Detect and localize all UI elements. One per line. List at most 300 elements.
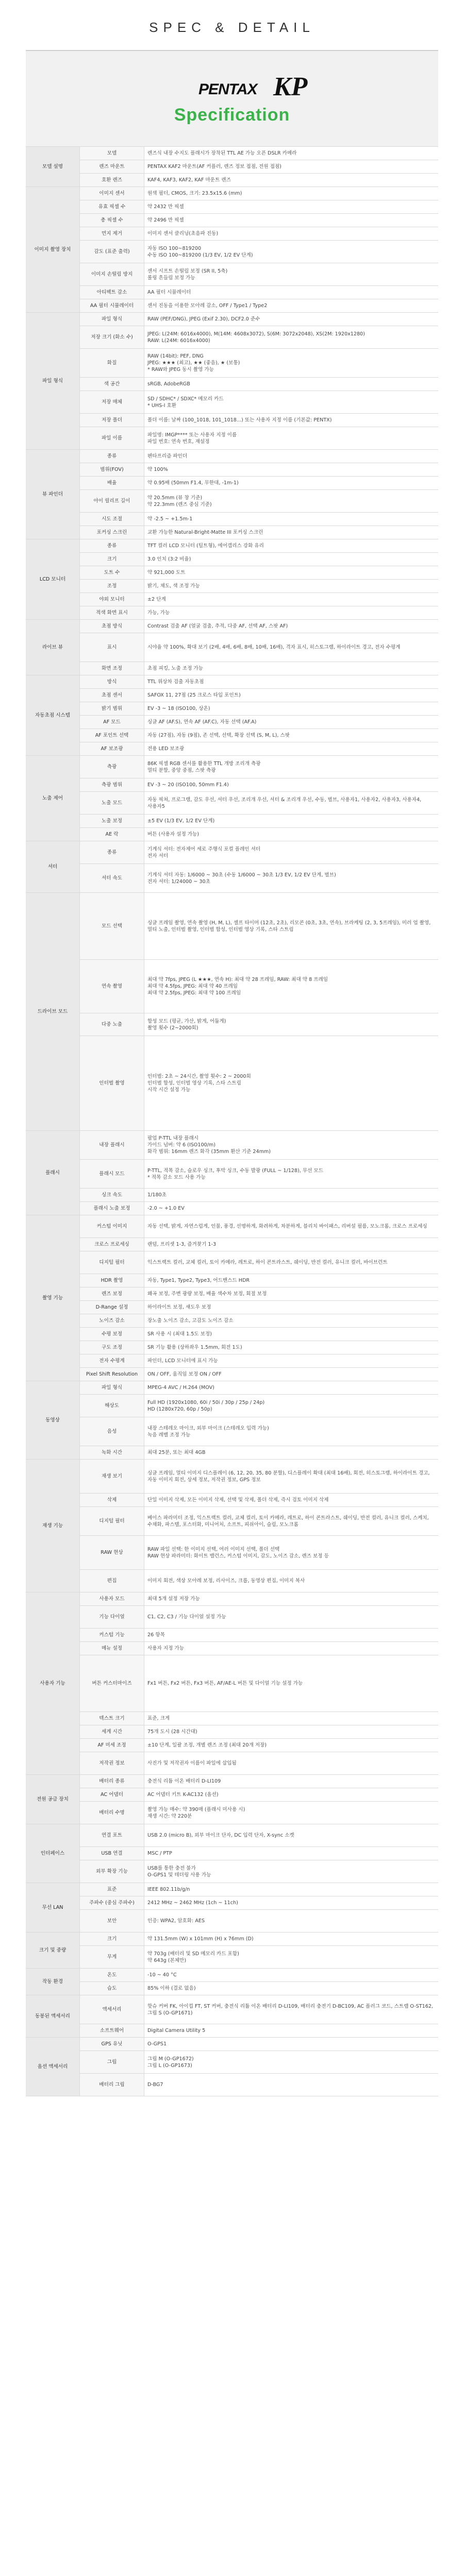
spec-value: 싱글 프레임, 멀티 이미지 디스플레이 (6, 12, 20, 35, 80 분할), 디스플레이 확대 (최대 16배), 회전, 히스토그램, 하이라이트 경고, 자동 이미지 회전, 상세 정보, 저작권 정보, GPS 정보 [144, 1460, 439, 1494]
spec-value: 랜덤, 프리셋 1-3, 즐겨찾기 1-3 [144, 1238, 439, 1251]
spec-value: -10 ~ 40 °C [144, 1969, 439, 1982]
spec-label: D-Range 설정 [80, 1301, 144, 1314]
spec-label: 렌즈 보정 [80, 1287, 144, 1301]
spec-row [26, 553, 438, 566]
spec-row [26, 792, 438, 815]
spec-label: 구도 조정 [80, 1341, 144, 1354]
spec-row [26, 526, 438, 539]
spec-row [26, 841, 438, 864]
spec-label: 포커싱 스크린 [80, 526, 144, 539]
spec-label: 외부 확장 기능 [80, 1860, 144, 1883]
spec-row [26, 1202, 438, 1215]
spec-value: 약 2432 만 픽셀 [144, 200, 439, 214]
spec-value: 85% 이하 (결로 없음) [144, 1982, 439, 1995]
spec-value: 충전식 리튬 이온 배터리 D-LI109 [144, 1775, 439, 1788]
spec-row [26, 463, 438, 477]
spec-value: 단일 이미지 삭제, 모든 이미지 삭제, 선택 및 삭제, 폴더 삭제, 즉시 검토 이미지 삭제 [144, 1494, 439, 1507]
spec-value: ±2 단계 [144, 593, 439, 606]
spec-label: 아티팩트 감소 [80, 286, 144, 299]
spec-label: 사용자 모드 [80, 1592, 144, 1606]
spec-label: 크로스 프로세싱 [80, 1238, 144, 1251]
spec-row [26, 1238, 438, 1251]
spec-row [26, 1642, 438, 1655]
spec-value: 최대 5개 설정 저장 가능 [144, 1592, 439, 1606]
spec-row [26, 263, 438, 286]
section-label: 노출 제어 [26, 756, 80, 841]
spec-row [26, 2051, 438, 2074]
spec-row [26, 1739, 438, 1752]
spec-value: AA 필터 시뮬레이터 [144, 286, 439, 299]
spec-value: 사진가 및 저작권자 이름이 파일에 삽입됨 [144, 1752, 439, 1775]
spec-row [26, 200, 438, 214]
spec-value: Digital Camera Utility 5 [144, 2024, 439, 2038]
spec-table [26, 146, 438, 2096]
spec-value: 팝업 P-TTL 내장 플래시 가이드 넘버: 약 6 (ISO100/m) 화각 범위: 16mm 렌즈 화각 (35mm 환산 기준 24mm) [144, 1131, 439, 1160]
spec-row [26, 1788, 438, 1802]
spec-value: RAW 파일 선택: 한 이미지 선택, 여러 이미지 선택, 폴더 선택 RAW 현상 파라미터: 화이트 밸런스, 커스텀 이미지, 감도, 노이즈 감소, 렌즈 보정 등 [144, 1536, 439, 1570]
spec-value: 센서 진동을 이용한 모아레 감소, OFF / Type1 / Type2 [144, 299, 439, 313]
spec-label: 적색 화면 표시 [80, 606, 144, 620]
spec-row [26, 1395, 438, 1417]
specification-heading: Specification [174, 105, 290, 125]
spec-row [26, 716, 438, 729]
spec-row [26, 1446, 438, 1460]
spec-row [26, 1494, 438, 1507]
spec-label: 플래시 노출 보정 [80, 1202, 144, 1215]
kp-logo: KP [273, 72, 308, 101]
spec-label: 모드 선택 [80, 893, 144, 960]
spec-row [26, 1381, 438, 1395]
spec-value: P-TTL, 적목 감소, 슬로우 싱크, 후막 싱크, 수동 발광 (FULL ~ 1/128), 무선 모드 * 적목 감소 모드 사용 가능 [144, 1160, 439, 1189]
spec-label: 저작권 정보 [80, 1752, 144, 1775]
spec-row [26, 1802, 438, 1824]
spec-value: EV -3 ~ 18 (ISO100, 상온) [144, 702, 439, 716]
spec-label: USB 연결 [80, 1847, 144, 1860]
page-title: SPEC & DETAIL [149, 20, 315, 35]
section-label: 동영상 [26, 1381, 80, 1460]
spec-value: TTL 위상차 검출 자동초점 [144, 675, 439, 689]
spec-label: 야외 모니터 [80, 593, 144, 606]
spec-value: 베이스 파라미터 조정, 익스트랙트 컬러, 교체 컬러, 토이 카메라, 레트로, 하이 콘트라스트, 쉐이딩, 반전 컬러, 유니크 컬러, 스케치, 수채화, 파스텔, 포스터화, 미니어처, 소프트, 피쉬아이, 슬림, 모노크롬 [144, 1507, 439, 1536]
spec-label: 호환 렌즈 [80, 174, 144, 187]
spec-label: 기능 다이얼 [80, 1606, 144, 1629]
spec-row [26, 414, 438, 427]
spec-row [26, 450, 438, 463]
spec-row [26, 815, 438, 828]
spec-label: 재생 보기 [80, 1460, 144, 1494]
spec-row [26, 1933, 438, 1946]
section-label: 이미지 촬영 장치 [26, 187, 80, 313]
spec-value: JPEG: L(24M: 6016x4000), M(14M: 4608x3072), S(6M: 3072x2048), XS(2M: 1920x1280) RAW: L(24M: 6016x4000) [144, 326, 439, 349]
spec-label: 종류 [80, 841, 144, 864]
brand-banner [26, 51, 438, 146]
spec-value: SD / SDHC* / SDXC* 메모리 카드 * UHS-I 호환 [144, 391, 439, 414]
spec-value: sRGB, AdobeRGB [144, 378, 439, 391]
spec-label: 커스텀 이미지 [80, 1215, 144, 1238]
spec-row [26, 606, 438, 620]
spec-value: D-BG7 [144, 2074, 439, 2096]
spec-label: 노출 모드 [80, 792, 144, 815]
spec-row [26, 241, 438, 263]
spec-label: 저장 크기 (화소 수) [80, 326, 144, 349]
spec-value: 싱글 프레임 촬영, 연속 촬영 (H, M, L), 셀프 타이머 (12초, 2초), 리모콘 (0초, 3초, 연속), 브라케팅 (2, 3, 5프레임), 미러 업 촬영, 멀티 노출, 인터벌 촬영, 인터벌 합성, 인터벌 영상 기록, 스타 스트림 [144, 893, 439, 960]
spec-value: 사용자 지정 가능 [144, 1642, 439, 1655]
spec-value: SAFOX 11, 27점 (25 크로스 타입 포인트) [144, 689, 439, 702]
spec-label: 파일 형식 [80, 1381, 144, 1395]
spec-label: 종류 [80, 539, 144, 553]
spec-label: AE 락 [80, 828, 144, 841]
spec-value: EV -3 ~ 20 (ISO100, 50mm F1.4) [144, 778, 439, 792]
spec-label: 이미지 센서 [80, 187, 144, 200]
spec-label: 조정 [80, 580, 144, 593]
spec-row [26, 1883, 438, 1896]
spec-label: 소프트웨어 [80, 2024, 144, 2038]
spec-label: 화면 조정 [80, 662, 144, 675]
spec-value: 가능, 가능 [144, 606, 439, 620]
spec-label: 방식 [80, 675, 144, 689]
spec-row [26, 160, 438, 174]
spec-label: 편집 [80, 1570, 144, 1592]
spec-label: 초점 센서 [80, 689, 144, 702]
spec-value: 인터벌: 2초 ~ 24시간, 촬영 횟수: 2 ~ 2000회 인터벌 합성, 인터벌 영상 기록, 스타 스트림 시작 시간 설정 가능 [144, 1036, 439, 1131]
section-label: 모델 설명 [26, 147, 80, 187]
spec-label: 이미지 손떨림 방지 [80, 263, 144, 286]
pentax-logo: PENTAX [198, 81, 257, 98]
spec-value: MPEG-4 AVC / H.264 (MOV) [144, 1381, 439, 1395]
spec-row [26, 378, 438, 391]
spec-label: 종류 [80, 450, 144, 463]
spec-value: 기계식 셔터 자동: 1/6000 ~ 30초 (수동 1/6000 ~ 30초 1/3 EV, 1/2 EV 단계, 벌브) 전자 셔터: 1/24000 ~ 30초 [144, 864, 439, 893]
spec-label: 셔터 속도 [80, 864, 144, 893]
spec-label: 삭제 [80, 1494, 144, 1507]
spec-label: 파일 형식 [80, 313, 144, 326]
section-label: 뷰 파인더 [26, 450, 80, 539]
spec-label: 전자 수평계 [80, 1354, 144, 1368]
spec-label: 커스텀 기능 [80, 1629, 144, 1642]
spec-value: 약 2496 만 픽셀 [144, 214, 439, 227]
spec-label: 배터리 그립 [80, 2074, 144, 2096]
spec-row [26, 1341, 438, 1354]
spec-value: 자동, Type1, Type2, Type3, 어드밴스드 HDR [144, 1274, 439, 1287]
spec-row [26, 1189, 438, 1202]
spec-value: 75개 도시 (28 시간대) [144, 1725, 439, 1739]
spec-row [26, 1160, 438, 1189]
spec-label: 싱크 속도 [80, 1189, 144, 1202]
spec-row [26, 1752, 438, 1775]
spec-label: 크기 [80, 553, 144, 566]
spec-value: AC 어댑터 키트 K-AC132 (옵션) [144, 1788, 439, 1802]
spec-label: HDR 촬영 [80, 1274, 144, 1287]
spec-row [26, 1712, 438, 1725]
spec-value: 표준, 크게 [144, 1712, 439, 1725]
spec-label: 측광 범위 [80, 778, 144, 792]
section-label: 옵션 액세서리 [26, 2038, 80, 2096]
spec-row [26, 1417, 438, 1446]
spec-value: 내장 스테레오 마이크, 외부 마이크 (스테레오 입력 가능) 녹음 레벨 조정 가능 [144, 1417, 439, 1446]
spec-row [26, 1354, 438, 1368]
spec-value: 렌즈식 내장 수지도 플래시가 장착된 TTL AE 가능 오픈 DSLR 카메라 [144, 147, 439, 160]
spec-row [26, 702, 438, 716]
spec-label: 노출 보정 [80, 815, 144, 828]
spec-row [26, 391, 438, 414]
section-label: 전원 공급 장치 [26, 1775, 80, 1824]
spec-label: 수평 보정 [80, 1328, 144, 1341]
spec-label: 측광 [80, 756, 144, 778]
spec-label: 인터벌 촬영 [80, 1036, 144, 1131]
spec-row [26, 662, 438, 675]
spec-value: 합성 모드 (평균, 가산, 밝게, 어둡게) 촬영 횟수 (2~2000회) [144, 1013, 439, 1036]
spec-value: 최대 25분, 또는 최대 4GB [144, 1446, 439, 1460]
spec-value: 자동 선택, 밝게, 자연스럽게, 인물, 풍경, 선명하게, 화려하게, 차분하게, 블리치 바이패스, 리버설 필름, 모노크롬, 크로스 프로세싱 [144, 1215, 439, 1238]
section-label: 셔터 [26, 841, 80, 893]
spec-row [26, 349, 438, 378]
spec-row [26, 1982, 438, 1995]
spec-label: 크기 [80, 1933, 144, 1946]
spec-value: 원색 필터, CMOS, 크기: 23.5x15.6 (mm) [144, 187, 439, 200]
spec-value: 약 20.5mm (뷰 창 기준) 약 22.3mm (렌즈 중심 기준) [144, 490, 439, 513]
spec-row [26, 286, 438, 299]
spec-value: 시야율 약 100%, 확대 보기 (2배, 4배, 6배, 8배, 10배, 16배), 격자 표시, 히스토그램, 하이라이트 경고, 전자 수평계 [144, 633, 439, 662]
spec-row [26, 1995, 438, 2024]
spec-row [26, 1969, 438, 1982]
spec-label: AF 포인트 선택 [80, 729, 144, 742]
spec-row [26, 742, 438, 756]
spec-value: ±5 EV (1/3 EV, 1/2 EV 단계) [144, 815, 439, 828]
spec-value: RAW (PEF/DNG), JPEG (Exif 2.30), DCF2.0 준수 [144, 313, 439, 326]
spec-row [26, 729, 438, 742]
spec-label: GPS 유닛 [80, 2038, 144, 2051]
spec-label: 디지털 필터 [80, 1507, 144, 1536]
spec-label: 무게 [80, 1946, 144, 1969]
spec-label: 음성 [80, 1417, 144, 1446]
spec-value: 장노출 노이즈 감소, 고감도 노이즈 감소 [144, 1314, 439, 1328]
spec-row [26, 2024, 438, 2038]
spec-label: Pixel Shift Resolution [80, 1368, 144, 1381]
spec-label: AA 필터 시뮬레이터 [80, 299, 144, 313]
spec-value: ON / OFF, 움직임 보정 ON / OFF [144, 1368, 439, 1381]
spec-label: 녹화 시간 [80, 1446, 144, 1460]
section-label: LCD 모니터 [26, 539, 80, 620]
spec-value: 폴더 이름: 날짜 (100_1018, 101_1018...) 또는 사용자 지정 이름 (기본값: PENTX) [144, 414, 439, 427]
spec-label: 디지털 필터 [80, 1251, 144, 1274]
spec-row [26, 675, 438, 689]
section-label: 플래시 [26, 1131, 80, 1215]
spec-value: 초점 피킹, 노출 조정 가능 [144, 662, 439, 675]
spec-label: 노이즈 감소 [80, 1314, 144, 1328]
spec-row [26, 580, 438, 593]
spec-row [26, 313, 438, 326]
section-label: 드라이브 모드 [26, 893, 80, 1131]
spec-label: 플래시 모드 [80, 1160, 144, 1189]
spec-label: 먼지 제거 [80, 227, 144, 241]
spec-label: 밝기 범위 [80, 702, 144, 716]
spec-row [26, 960, 438, 1013]
spec-row [26, 1287, 438, 1301]
spec-row [26, 1131, 438, 1160]
spec-row [26, 299, 438, 313]
spec-row [26, 1368, 438, 1381]
spec-row [26, 1251, 438, 1274]
spec-row [26, 1507, 438, 1536]
spec-value: 교환 가능한 Natural-Bright-Matte III 포커싱 스크린 [144, 526, 439, 539]
spec-row [26, 174, 438, 187]
spec-row [26, 490, 438, 513]
section-label: 무선 LAN [26, 1883, 80, 1933]
spec-value: PENTAX KAF2 마운트(AF 커플러, 렌즈 정보 접점, 전원 접점) [144, 160, 439, 174]
spec-value: 약 921,000 도트 [144, 566, 439, 580]
spec-label: RAW 현상 [80, 1536, 144, 1570]
spec-label: 유효 픽셀 수 [80, 200, 144, 214]
spec-value: SR 기능 활용 (상하좌우 1.5mm, 회전 1도) [144, 1341, 439, 1354]
spec-label: 연결 포트 [80, 1824, 144, 1847]
spec-value: 자동 (27점), 자동 (9점), 존 선택, 선택, 확장 선택 (S, M, L), 스팟 [144, 729, 439, 742]
spec-value: 1/180초 [144, 1189, 439, 1202]
spec-value: 약 703g (배터리 및 SD 메모리 카드 포함) 약 643g (본체만) [144, 1946, 439, 1969]
spec-label: 표시 [80, 633, 144, 662]
spec-label: AF 모드 [80, 716, 144, 729]
spec-value: 그립 M (O-GP1672) 그립 L (O-GP1673) [144, 2051, 439, 2074]
spec-row [26, 620, 438, 633]
spec-row [26, 513, 438, 526]
spec-row [26, 756, 438, 778]
spec-row [26, 1570, 438, 1592]
spec-value: 약 -2.5 ~ +1.5m-1 [144, 513, 439, 526]
spec-value: KAF4, KAF3, KAF2, KAF 마운트 렌즈 [144, 174, 439, 187]
spec-row [26, 1274, 438, 1287]
spec-value: 자동 ISO 100~819200 수동 ISO 100~819200 (1/3 EV, 1/2 EV 단계) [144, 241, 439, 263]
section-label: 라이브 뷰 [26, 620, 80, 675]
spec-value: ±10 단계, 일괄 조정, 개별 렌즈 조정 (최대 20개 저장) [144, 1739, 439, 1752]
spec-label: 모델 [80, 147, 144, 160]
spec-row [26, 1655, 438, 1712]
spec-value: 자동 픽쳐, 프로그램, 감도 우선, 셔터 우선, 조리개 우선, 셔터 & 조리개 우선, 수동, 벌브, 사용자1, 사용자2, 사용자3, 사용자4, 사용자5 [144, 792, 439, 815]
spec-row [26, 1606, 438, 1629]
spec-row [26, 477, 438, 490]
section-label: 자동초점 시스템 [26, 675, 80, 756]
section-label: 작동 환경 [26, 1969, 80, 1995]
spec-row [26, 1896, 438, 1910]
spec-label: AF 미세 조정 [80, 1739, 144, 1752]
spec-value: -2.0 ~ +1.0 EV [144, 1202, 439, 1215]
spec-value: 익스트랙트 컬러, 교체 컬러, 토이 카메라, 레트로, 하이 콘트라스트, 쉐이딩, 반전 컬러, 유니크 컬러, 바이브런트 [144, 1251, 439, 1274]
spec-row [26, 539, 438, 553]
spec-label: 배터리 수명 [80, 1802, 144, 1824]
spec-label: 액세서리 [80, 1995, 144, 2024]
spec-value: MSC / PTP [144, 1847, 439, 1860]
section-label: 사용자 기능 [26, 1592, 80, 1775]
spec-value: 26 항목 [144, 1629, 439, 1642]
spec-label: 배터리 종류 [80, 1775, 144, 1788]
spec-value: 펜타프리즘 파인더 [144, 450, 439, 463]
spec-value: SR 사용 시 (최대 1.5도 보정) [144, 1328, 439, 1341]
spec-row [26, 566, 438, 580]
spec-row [26, 1460, 438, 1494]
spec-value: 이미지 센서 클리닝(초음파 진동) [144, 227, 439, 241]
spec-label: 그립 [80, 2051, 144, 2074]
spec-value: 핫슈 커버 FK, 아이컵 FT, ST 커버, 충전식 리튬 이온 배터리 D-LI109, 배터리 충전기 D-BC109, AC 플러그 코드, 스트랩 O-ST162, 그립 S (O-GP1671) [144, 1995, 439, 2024]
spec-row [26, 864, 438, 893]
spec-value: RAW (14bit): PEF, DNG JPEG: ★★★ (최고), ★★ (좋음), ★ (보통) * RAW와 JPEG 동시 촬영 가능 [144, 349, 439, 378]
spec-row [26, 1824, 438, 1847]
spec-value: 최대 약 7fps, JPEG (L ★★★, 연속 H): 최대 약 28 프레임, RAW: 최대 약 8 프레임 최대 약 4.5fps, JPEG: 최대 약 40 프레임 최대 약 2.5fps, JPEG: 최대 약 100 프레임 [144, 960, 439, 1013]
spec-row [26, 427, 438, 450]
spec-label: 범위(FOV) [80, 463, 144, 477]
spec-row [26, 593, 438, 606]
spec-label: 텍스트 크기 [80, 1712, 144, 1725]
spec-label: 시도 조절 [80, 513, 144, 526]
spec-row [26, 1946, 438, 1969]
section-label: 재생 기능 [26, 1460, 80, 1592]
spec-label: 보안 [80, 1910, 144, 1933]
spec-value: Contrast 검출 AF (얼굴 검출, 추적, 다중 AF, 선택 AF, 스팟 AF) [144, 620, 439, 633]
spec-value: 전용 LED 보조광 [144, 742, 439, 756]
spec-label: 내장 플래시 [80, 1131, 144, 1160]
section-label: 촬영 기능 [26, 1215, 80, 1381]
spec-label: 색 공간 [80, 378, 144, 391]
spec-row [26, 689, 438, 702]
spec-label: 저장 매체 [80, 391, 144, 414]
spec-value: 이미지 회전, 색상 모아레 보정, 리사이즈, 크롭, 동영상 편집, 이미지 복사 [144, 1570, 439, 1592]
spec-label: 다중 노출 [80, 1013, 144, 1036]
spec-row [26, 1910, 438, 1933]
spec-value: Fx1 버튼, Fx2 버튼, Fx3 버튼, AF/AE-L 버튼 및 다이얼 기능 설정 가능 [144, 1655, 439, 1712]
spec-value: C1, C2, C3 / 기능 다이얼 설정 가능 [144, 1606, 439, 1629]
spec-value: 왜곡 보정, 주변 광량 보정, 배율 색수차 보정, 회절 보정 [144, 1287, 439, 1301]
spec-label: 도트 수 [80, 566, 144, 580]
spec-label: 메뉴 설정 [80, 1642, 144, 1655]
spec-label: 온도 [80, 1969, 144, 1982]
spec-row [26, 2074, 438, 2096]
spec-row [26, 633, 438, 662]
spec-row [26, 1725, 438, 1739]
spec-label: 화질 [80, 349, 144, 378]
spec-row [26, 1847, 438, 1860]
spec-value: USB를 통한 충전 불가 O-GPS1 및 테더링 사용 가능 [144, 1860, 439, 1883]
spec-value: 하이라이트 보정, 섀도우 보정 [144, 1301, 439, 1314]
spec-row [26, 187, 438, 200]
spec-value: 86K 픽셀 RGB 센서를 활용한 TTL 개방 조리개 측광 멀티 분할, 중앙 중점, 스팟 측광 [144, 756, 439, 778]
spec-value: 기계식 셔터: 전자제어 세로 주행식 포컬 플레인 셔터 전자 셔터 [144, 841, 439, 864]
spec-value: TFT 컬러 LCD 모니터 (틸트형), 에어갭리스 강화 유리 [144, 539, 439, 553]
spec-label: 습도 [80, 1982, 144, 1995]
section-label: 크기 및 중량 [26, 1933, 80, 1969]
spec-label: 렌즈 마운트 [80, 160, 144, 174]
spec-value: O-GPS1 [144, 2038, 439, 2051]
spec-value: IEEE 802.11b/g/n [144, 1883, 439, 1896]
spec-value: 버튼 (사용자 설정 가능) [144, 828, 439, 841]
spec-label: 주파수 (중심 주파수) [80, 1896, 144, 1910]
spec-label: 버튼 커스터마이즈 [80, 1655, 144, 1712]
spec-value: 촬영 가능 매수: 약 390매 (플래시 미사용 시) 재생 시간: 약 220분 [144, 1802, 439, 1824]
spec-row [26, 1328, 438, 1341]
spec-label: 총 픽셀 수 [80, 214, 144, 227]
spec-row [26, 893, 438, 960]
section-label: 동봉된 액세서리 [26, 1995, 80, 2038]
spec-label: 해상도 [80, 1395, 144, 1417]
spec-value: 센서 시프트 손떨림 보정 (SR II, 5축) 롤링 흔들림 보정 가능 [144, 263, 439, 286]
spec-row [26, 1536, 438, 1570]
spec-row [26, 214, 438, 227]
spec-row [26, 1036, 438, 1131]
spec-value: 약 0.95배 (50mm F1.4, 무한대, -1m-1) [144, 477, 439, 490]
spec-value: 2412 MHz ~ 2462 MHz (1ch ~ 11ch) [144, 1896, 439, 1910]
spec-row [26, 1301, 438, 1314]
spec-row [26, 2038, 438, 2051]
spec-label: 아이 릴리프 길이 [80, 490, 144, 513]
spec-value: 인증: WPA2, 암호화: AES [144, 1910, 439, 1933]
spec-row [26, 1215, 438, 1238]
spec-label: AF 보조광 [80, 742, 144, 756]
